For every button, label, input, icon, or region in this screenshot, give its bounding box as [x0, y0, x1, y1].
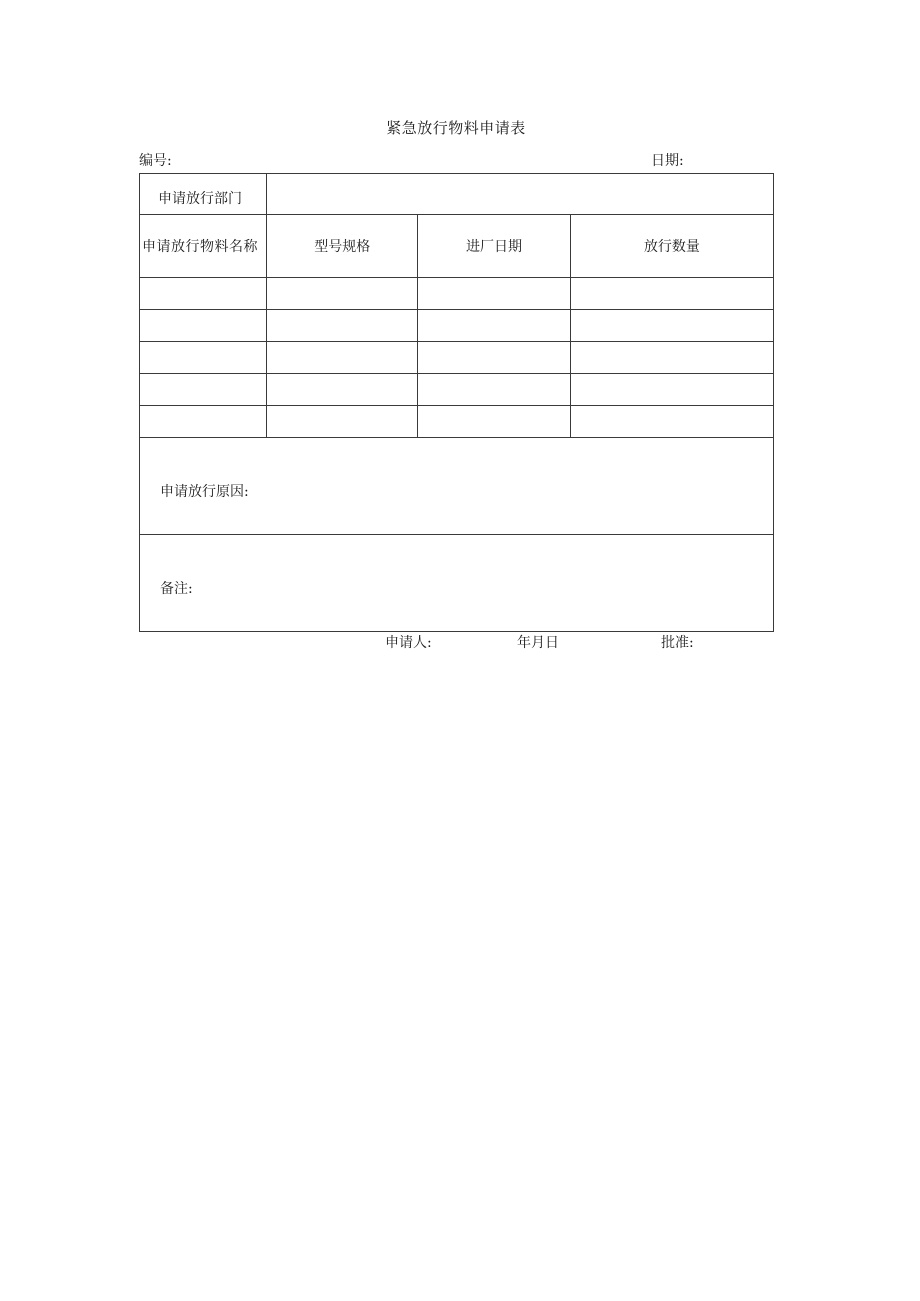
table-row: [140, 278, 774, 310]
release-quantity-cell[interactable]: [570, 310, 773, 342]
entry-date-cell[interactable]: [418, 310, 570, 342]
department-field[interactable]: [267, 174, 774, 215]
release-quantity-cell[interactable]: [570, 406, 773, 438]
table-row: [140, 310, 774, 342]
model-spec-cell[interactable]: [267, 310, 418, 342]
release-quantity-cell[interactable]: [570, 342, 773, 374]
footer-date-label: 年月日: [517, 635, 559, 651]
header-model-spec: 型号规格: [267, 215, 418, 278]
department-row: [140, 174, 774, 215]
model-spec-cell[interactable]: [267, 374, 418, 406]
table-row: [140, 342, 774, 374]
header-material-name: 申请放行物料名称: [140, 215, 267, 278]
document-title: 紧急放行物料申请表: [386, 119, 526, 137]
approval-label: 批准:: [661, 635, 694, 651]
number-label: 编号:: [139, 153, 172, 169]
model-spec-cell[interactable]: [267, 406, 418, 438]
date-label: 日期:: [651, 153, 684, 169]
material-name-cell[interactable]: [140, 310, 267, 342]
material-name-cell[interactable]: [140, 374, 267, 406]
remarks-label: 备注:: [160, 580, 193, 597]
release-quantity-cell[interactable]: [570, 278, 773, 310]
entry-date-cell[interactable]: [418, 342, 570, 374]
release-quantity-cell[interactable]: [570, 374, 773, 406]
table-header-row: [140, 215, 774, 278]
remarks-field[interactable]: [140, 535, 774, 632]
reason-field[interactable]: [140, 438, 774, 535]
application-form-table: [139, 173, 774, 632]
applicant-label: 申请人:: [385, 635, 432, 651]
entry-date-cell[interactable]: [418, 278, 570, 310]
reason-row: [140, 438, 774, 535]
material-name-cell[interactable]: [140, 406, 267, 438]
entry-date-cell[interactable]: [418, 406, 570, 438]
material-name-cell[interactable]: [140, 278, 267, 310]
material-name-cell[interactable]: [140, 342, 267, 374]
model-spec-cell[interactable]: [267, 278, 418, 310]
entry-date-cell[interactable]: [418, 374, 570, 406]
table-row: [140, 406, 774, 438]
department-label: 申请放行部门: [140, 174, 267, 215]
model-spec-cell[interactable]: [267, 342, 418, 374]
header-entry-date: 进厂日期: [418, 215, 570, 278]
remarks-row: [140, 535, 774, 632]
reason-label: 申请放行原因:: [160, 483, 249, 500]
header-release-quantity: 放行数量: [570, 215, 773, 278]
table-row: [140, 374, 774, 406]
